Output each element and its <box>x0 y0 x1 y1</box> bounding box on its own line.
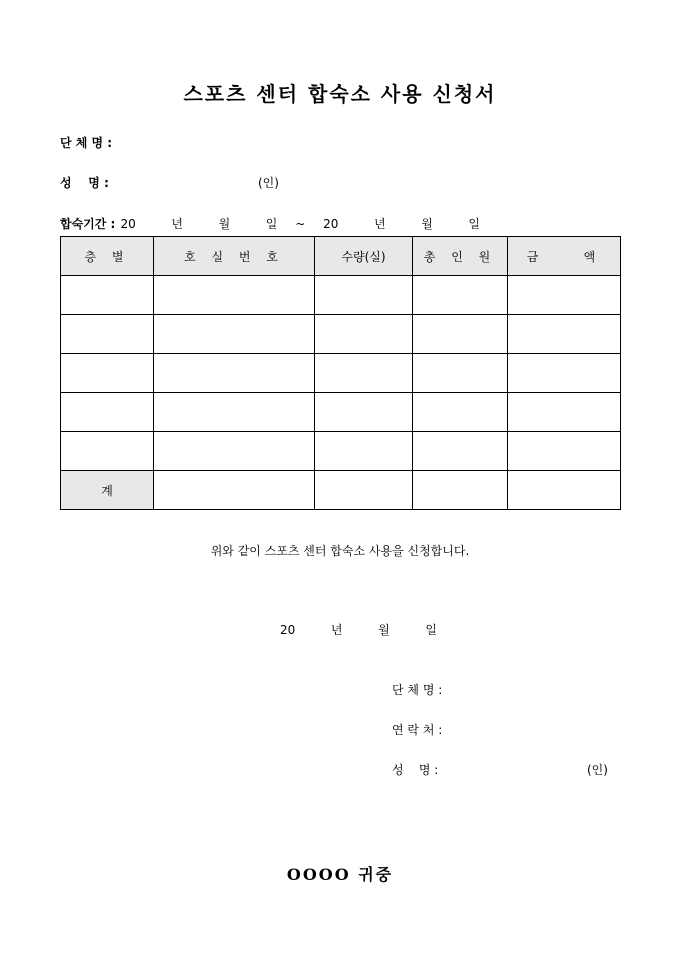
applicant-seal: (인) <box>258 176 279 190</box>
table-cell[interactable] <box>61 354 154 393</box>
table-total-row <box>61 471 621 510</box>
table-cell[interactable] <box>154 393 315 432</box>
signature-name-label: 성 명 : <box>392 763 439 777</box>
signature-contact-label: 연 락 처 : <box>392 723 443 737</box>
total-cell[interactable] <box>154 471 315 510</box>
document-title: 스포츠 센터 합숙소 사용 신청서 <box>183 82 497 106</box>
table-cell[interactable] <box>154 354 315 393</box>
table-cell[interactable] <box>154 276 315 315</box>
stay-period <box>60 213 480 232</box>
table-cell[interactable] <box>61 276 154 315</box>
table-cell[interactable] <box>413 276 508 315</box>
header-floor: 층 별 <box>61 237 154 276</box>
total-cell[interactable] <box>315 471 413 510</box>
total-cell[interactable] <box>413 471 508 510</box>
table-row <box>61 354 621 393</box>
table-row <box>61 276 621 315</box>
table-cell[interactable] <box>508 393 621 432</box>
applicant-name-label: 성 명 : <box>60 176 109 190</box>
header-total-people: 총 인 원 <box>413 237 508 276</box>
signature-seal: (인) <box>587 763 608 777</box>
org-name-label: 단 체 명 : <box>60 136 113 150</box>
table-cell[interactable] <box>315 315 413 354</box>
header-quantity: 수량(실) <box>315 237 413 276</box>
table-row <box>61 432 621 471</box>
table-header-row <box>61 237 621 276</box>
header-room-number: 호 실 번 호 <box>154 237 315 276</box>
table-cell[interactable] <box>413 432 508 471</box>
table-row <box>61 393 621 432</box>
application-statement: 위와 같이 스포츠 센터 합숙소 사용을 신청합니다. <box>210 544 470 558</box>
stay-period-label: 합숙기간 : <box>60 217 116 231</box>
total-label: 계 <box>61 471 154 510</box>
stay-period-value: 20 년 월 일 ~ 20 년 월 일 <box>120 217 481 231</box>
application-date: 20 년 월 일 <box>280 623 437 637</box>
table-cell[interactable] <box>315 432 413 471</box>
total-cell[interactable] <box>508 471 621 510</box>
application-table <box>60 236 621 510</box>
table-cell[interactable] <box>61 393 154 432</box>
table-cell[interactable] <box>508 354 621 393</box>
table-row <box>61 315 621 354</box>
header-amount: 금 액 <box>508 237 621 276</box>
table-cell[interactable] <box>315 276 413 315</box>
table-cell[interactable] <box>61 315 154 354</box>
table-cell[interactable] <box>154 432 315 471</box>
table-cell[interactable] <box>61 432 154 471</box>
signature-org-label: 단 체 명 : <box>392 683 443 697</box>
table-cell[interactable] <box>315 393 413 432</box>
table-cell[interactable] <box>154 315 315 354</box>
table-cell[interactable] <box>315 354 413 393</box>
recipient-footer: OOOO 귀중 <box>286 865 394 884</box>
table-cell[interactable] <box>413 393 508 432</box>
table-cell[interactable] <box>508 276 621 315</box>
table-cell[interactable] <box>413 315 508 354</box>
table-cell[interactable] <box>508 432 621 471</box>
table-cell[interactable] <box>413 354 508 393</box>
table-cell[interactable] <box>508 315 621 354</box>
